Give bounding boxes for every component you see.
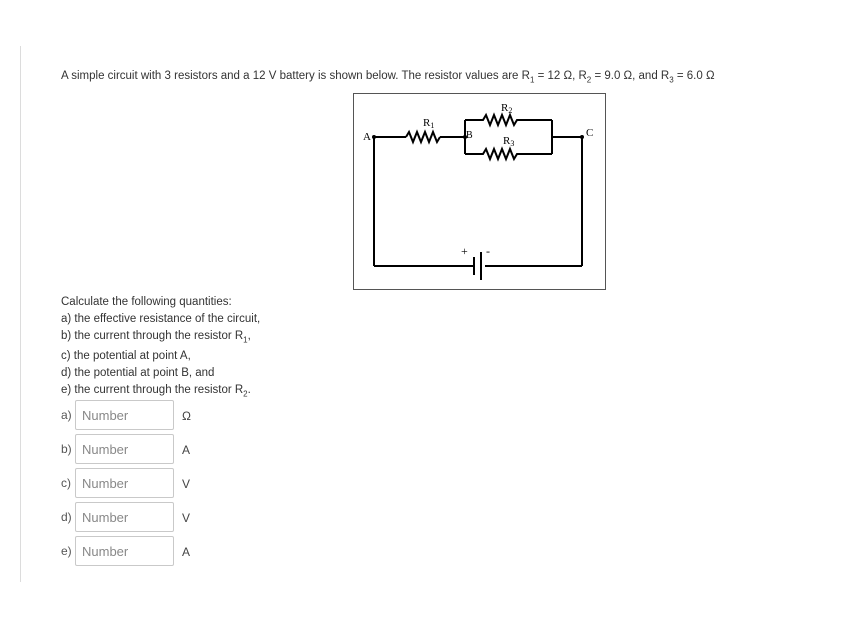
answer-unit-c: V bbox=[182, 477, 191, 491]
question-d: d) the potential at point B, and bbox=[61, 367, 215, 380]
answer-label-b: b) bbox=[61, 442, 72, 456]
answer-unit-d: V bbox=[182, 511, 191, 525]
answer-input-c[interactable] bbox=[75, 468, 174, 498]
answer-label-e: e) bbox=[61, 544, 72, 558]
question-c: c) the potential at point A, bbox=[61, 350, 191, 363]
r3-label: R3 bbox=[503, 135, 515, 148]
answer-input-e[interactable] bbox=[75, 536, 174, 566]
answer-row-e bbox=[61, 536, 261, 568]
answer-unit-b: A bbox=[182, 443, 191, 457]
answer-row-d bbox=[61, 502, 261, 534]
r1-label: R1 bbox=[423, 117, 435, 130]
battery-plus-label: + bbox=[461, 244, 468, 258]
answer-unit-a: Ω bbox=[182, 409, 191, 423]
questions-heading: Calculate the following quantities: bbox=[61, 296, 232, 308]
problem-statement: A simple circuit with 3 resistors and a 12 V battery is shown below. The resistor values are $R_1 = 12$ Ω, $R_2 = 9.0$ Ω, and $R_3 = 6.0$ Ω bbox=[61, 70, 715, 85]
answer-input-b[interactable] bbox=[75, 434, 174, 464]
resistor-r2 bbox=[465, 115, 552, 125]
question-b: b) the current through the resistor $R_1$, bbox=[61, 330, 251, 345]
question-list bbox=[61, 294, 260, 403]
answer-input-d[interactable] bbox=[75, 502, 174, 532]
answer-unit-e: A bbox=[182, 545, 191, 559]
answer-label-c: c) bbox=[61, 476, 71, 490]
answer-label-a: a) bbox=[61, 408, 72, 422]
question-a: a) the effective resistance of the circuit, bbox=[61, 313, 261, 325]
node-c-dot bbox=[580, 135, 584, 139]
battery-minus-label: - bbox=[486, 244, 490, 258]
resistor-r3 bbox=[465, 149, 552, 159]
answer-label-d: d) bbox=[61, 510, 72, 524]
answer-row-b bbox=[61, 434, 261, 466]
answer-row-c bbox=[61, 468, 261, 500]
answer-input-a[interactable] bbox=[75, 400, 174, 430]
left-divider bbox=[20, 46, 21, 582]
node-a-label: A bbox=[363, 131, 371, 143]
node-c-label: C bbox=[586, 127, 594, 139]
r2-label: R2 bbox=[501, 102, 513, 115]
question-e: e) the current through the resistor $R_2$. bbox=[61, 384, 251, 399]
resistor-r1 bbox=[406, 132, 440, 142]
circuit-diagram bbox=[353, 93, 606, 290]
node-b-label: B bbox=[466, 130, 473, 141]
answer-row-a bbox=[61, 400, 261, 432]
node-a-dot bbox=[372, 135, 376, 139]
